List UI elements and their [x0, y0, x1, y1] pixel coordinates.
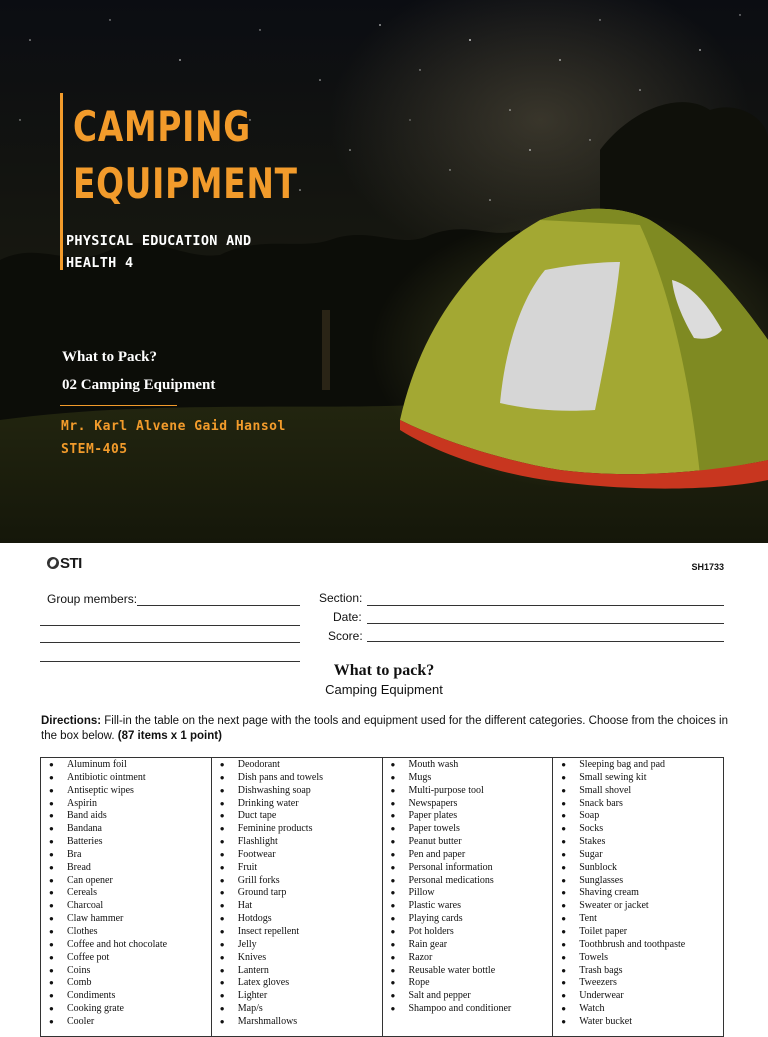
choice-item: [216, 977, 378, 990]
cover-what-to-pack: What to Pack?: [62, 349, 157, 365]
choice-item-text: Sugar: [579, 848, 603, 860]
choice-item: [557, 759, 719, 772]
bullet-icon: ●: [49, 811, 54, 821]
choice-item-text: Hat: [237, 900, 253, 912]
choice-item-text: Personal information: [408, 861, 493, 873]
choice-item: [387, 990, 549, 1003]
choice-item-text: Small sewing kit: [579, 771, 647, 783]
bullet-icon: ●: [49, 785, 54, 795]
bullet-icon: ●: [561, 926, 567, 936]
cover-module-title: 02 Camping Equipment: [62, 377, 216, 393]
sti-logo-text: STI: [60, 554, 82, 572]
choice-item: [216, 939, 378, 952]
bullet-icon: ●: [219, 965, 225, 975]
choice-item: [387, 939, 549, 952]
directions: [41, 714, 731, 744]
choice-item-text: Comb: [67, 977, 92, 989]
bullet-icon: ●: [561, 811, 567, 821]
choice-item-text: Deodorant: [237, 759, 280, 770]
choices-column: [41, 758, 212, 1036]
choice-item: [557, 952, 719, 965]
choice-item-text: Aluminum foil: [67, 759, 127, 770]
choices-column: [553, 758, 723, 1036]
choice-item: [557, 977, 719, 990]
choice-item-text: Playing cards: [408, 913, 463, 925]
choice-item-text: Fruit: [237, 861, 258, 873]
choice-item-text: Ground tarp: [237, 887, 287, 899]
choice-item: [387, 965, 549, 978]
choice-item: [45, 849, 207, 862]
choice-item-text: Plastic wares: [408, 900, 461, 912]
choice-item: [387, 875, 549, 888]
choice-item: [45, 772, 207, 785]
choice-item-text: Newspapers: [408, 797, 458, 809]
bullet-icon: ●: [49, 837, 54, 847]
bullet-icon: ●: [49, 978, 54, 988]
choice-item-text: Jelly: [237, 938, 257, 950]
section-field[interactable]: [367, 605, 724, 606]
bullet-icon: ●: [219, 1004, 225, 1014]
choice-item-text: Cereals: [67, 887, 97, 899]
section-label: Section:: [319, 591, 363, 605]
choice-item: [387, 1003, 549, 1016]
choice-item-text: Paper towels: [408, 823, 460, 835]
choice-item: [216, 772, 378, 785]
choice-item: [45, 875, 207, 888]
bullet-icon: ●: [561, 785, 567, 795]
choice-item: [216, 862, 378, 875]
choice-item: [557, 939, 719, 952]
bullet-icon: ●: [561, 888, 567, 898]
bullet-icon: ●: [390, 901, 396, 911]
bullet-icon: ●: [219, 824, 225, 834]
bullet-icon: ●: [561, 965, 567, 975]
choice-item: [216, 836, 378, 849]
choice-item: [45, 785, 207, 798]
bullet-icon: ●: [390, 991, 396, 1001]
bullet-icon: ●: [561, 875, 567, 885]
choice-item-text: Dishwashing soap: [237, 784, 311, 796]
choice-item: [45, 990, 207, 1003]
choice-item: [216, 798, 378, 811]
score-field[interactable]: [367, 641, 724, 642]
choice-item-text: Cooler: [67, 1015, 95, 1027]
choice-item-text: Can opener: [67, 874, 113, 886]
bullet-icon: ●: [49, 939, 54, 949]
group-members-field[interactable]: [40, 625, 300, 626]
document-code: SH1733: [691, 562, 724, 572]
choice-item-text: Trash bags: [579, 964, 623, 976]
bullet-icon: ●: [390, 837, 396, 847]
choice-item-text: Mugs: [408, 771, 432, 783]
choice-item-text: Bread: [67, 861, 91, 873]
choices-column: [212, 758, 383, 1036]
choice-item-text: Multi-purpose tool: [408, 784, 484, 796]
directions-points: (87 items x 1 point): [117, 730, 222, 742]
bullet-icon: ●: [561, 978, 567, 988]
choice-item: [557, 990, 719, 1003]
choice-item: [216, 1016, 378, 1029]
choice-item: [557, 965, 719, 978]
choice-item-text: Coffee pot: [67, 951, 110, 963]
bullet-icon: ●: [49, 824, 54, 834]
choice-item: [216, 785, 378, 798]
choice-item-text: Rope: [408, 977, 430, 989]
cover-title: [73, 98, 385, 212]
group-members-field[interactable]: [40, 642, 300, 643]
bullet-icon: ●: [390, 811, 396, 821]
cover-subtitle-line: HEALTH 4: [66, 255, 134, 271]
choice-item: [216, 1003, 378, 1016]
choice-item-text: Salt and pepper: [408, 990, 471, 1002]
choice-item: [557, 1016, 719, 1029]
choice-item-text: Dish pans and towels: [237, 771, 324, 783]
bullet-icon: ●: [49, 952, 54, 962]
bullet-icon: ●: [390, 965, 396, 975]
choice-item: [557, 772, 719, 785]
choice-item: [557, 926, 719, 939]
choice-item: [216, 810, 378, 823]
choice-item-text: Drinking water: [237, 797, 299, 809]
choice-item: [387, 823, 549, 836]
worksheet-title: What to pack?: [333, 662, 435, 679]
choice-item-text: Cooking grate: [67, 1003, 124, 1015]
choice-item-text: Duct tape: [237, 810, 277, 822]
choice-item-text: Bra: [67, 848, 82, 860]
choice-item: [387, 836, 549, 849]
bullet-icon: ●: [561, 939, 567, 949]
bullet-icon: ●: [390, 824, 396, 834]
choice-item-text: Lantern: [237, 964, 269, 976]
bullet-icon: ●: [49, 1004, 54, 1014]
choice-item-text: Antiseptic wipes: [67, 784, 134, 796]
bullet-icon: ●: [390, 875, 396, 885]
bullet-icon: ●: [561, 1004, 567, 1014]
choice-item: [557, 798, 719, 811]
choice-item-text: Water bucket: [579, 1015, 633, 1027]
choice-item-text: Footwear: [237, 848, 276, 860]
choices-column: [383, 758, 554, 1036]
cover-subtitle: [66, 230, 366, 274]
choice-item-text: Paper plates: [408, 810, 458, 822]
bullet-icon: ●: [49, 875, 54, 885]
bullet-icon: ●: [219, 772, 225, 782]
choice-item: [45, 1003, 207, 1016]
bullet-icon: ●: [561, 862, 567, 872]
choice-item: [387, 798, 549, 811]
choice-item: [45, 798, 207, 811]
bullet-icon: ●: [219, 901, 225, 911]
choice-item: [387, 977, 549, 990]
cover-title-line: CAMPING: [73, 102, 251, 151]
accent-bar: [60, 93, 63, 270]
choice-item-text: Flashlight: [237, 836, 278, 848]
sti-logo: [47, 555, 82, 571]
choice-item: [45, 977, 207, 990]
choice-item: [45, 926, 207, 939]
bullet-icon: ●: [49, 901, 54, 911]
choice-item: [216, 965, 378, 978]
choices-box: [40, 757, 724, 1037]
choice-item-text: Grill forks: [237, 874, 280, 886]
bullet-icon: ●: [561, 901, 567, 911]
choice-item-text: Coins: [67, 964, 91, 976]
choice-item: [216, 990, 378, 1003]
bullet-icon: ●: [219, 862, 225, 872]
bullet-icon: ●: [390, 849, 396, 859]
choice-item-text: Bandana: [67, 823, 102, 835]
choice-item: [557, 785, 719, 798]
bullet-icon: ●: [219, 785, 225, 795]
bullet-icon: ●: [561, 1016, 567, 1026]
bullet-icon: ●: [49, 798, 54, 808]
choice-item: [387, 913, 549, 926]
choice-item: [45, 887, 207, 900]
choice-item-text: Knives: [237, 951, 267, 963]
choice-item-text: Pen and paper: [408, 848, 466, 860]
directions-label: Directions:: [41, 715, 102, 727]
bullet-icon: ●: [390, 888, 396, 898]
choice-item: [45, 913, 207, 926]
choice-item-text: Sweater or jacket: [579, 900, 649, 912]
choice-item-text: Antibiotic ointment: [67, 771, 146, 783]
worksheet-page: [0, 543, 768, 1027]
choice-item-text: Pot holders: [408, 925, 454, 937]
choice-item-text: Rain gear: [408, 938, 448, 950]
choice-item: [557, 1003, 719, 1016]
choice-item-text: Stakes: [579, 836, 606, 848]
choice-item: [557, 810, 719, 823]
choice-item: [387, 900, 549, 913]
bullet-icon: ●: [49, 991, 54, 1001]
choice-item: [216, 900, 378, 913]
bullet-icon: ●: [390, 952, 396, 962]
choice-item: [387, 810, 549, 823]
bullet-icon: ●: [390, 939, 396, 949]
choice-item: [45, 823, 207, 836]
choice-item-text: Aspirin: [67, 797, 97, 809]
bullet-icon: ●: [390, 926, 396, 936]
choice-item-text: Charcoal: [67, 900, 104, 912]
bullet-icon: ●: [390, 772, 396, 782]
cover-subtitle-line: PHYSICAL EDUCATION AND: [66, 233, 252, 249]
choice-item: [387, 862, 549, 875]
bullet-icon: ●: [49, 914, 54, 924]
choice-item-text: Snack bars: [579, 797, 623, 809]
choice-item: [45, 759, 207, 772]
choice-item-text: Tweezers: [579, 977, 617, 989]
choice-item-text: Clothes: [67, 925, 98, 937]
choice-item-text: Small shovel: [579, 784, 632, 796]
choice-item-text: Pillow: [408, 887, 435, 899]
choice-item-text: Insect repellent: [237, 925, 300, 937]
bullet-icon: ●: [390, 798, 396, 808]
bullet-icon: ●: [390, 914, 396, 924]
cover-divider: [60, 405, 177, 406]
bullet-icon: ●: [49, 849, 54, 859]
choice-item-text: Sunglasses: [579, 874, 624, 886]
bullet-icon: ●: [561, 772, 567, 782]
bullet-icon: ●: [219, 849, 225, 859]
choice-item: [45, 862, 207, 875]
choice-item-text: Razor: [408, 951, 433, 963]
choice-item-text: Peanut butter: [408, 836, 462, 848]
choice-item-text: Marshmallows: [237, 1015, 298, 1027]
bullet-icon: ●: [219, 978, 225, 988]
choice-item: [45, 965, 207, 978]
bullet-icon: ●: [390, 1004, 396, 1014]
choice-item: [387, 849, 549, 862]
choice-item-text: Hotdogs: [237, 913, 272, 925]
choice-item-text: Underwear: [579, 990, 624, 1002]
score-label: Score:: [328, 629, 363, 643]
choice-item: [387, 887, 549, 900]
bullet-icon: ●: [561, 760, 567, 769]
choice-item: [557, 913, 719, 926]
bullet-icon: ●: [49, 760, 54, 769]
choice-item: [557, 836, 719, 849]
bullet-icon: ●: [390, 978, 396, 988]
bullet-icon: ●: [49, 1016, 54, 1026]
choice-item-text: Mouth wash: [408, 759, 459, 770]
bullet-icon: ●: [219, 952, 225, 962]
bullet-icon: ●: [390, 862, 396, 872]
directions-text: Fill-in the table on the next page with the tools and equipment used for the different categories. Choose from the choices in the box below.: [41, 715, 728, 742]
bullet-icon: ●: [49, 862, 54, 872]
choice-item-text: Claw hammer: [67, 913, 124, 925]
choice-item: [557, 887, 719, 900]
bullet-icon: ●: [219, 1016, 225, 1026]
choice-item-text: Tent: [579, 913, 597, 925]
choice-item-text: Feminine products: [237, 823, 313, 835]
bullet-icon: ●: [561, 991, 567, 1001]
choice-item-text: Watch: [579, 1003, 605, 1015]
choice-item-text: Band aids: [67, 810, 107, 822]
bullet-icon: ●: [390, 785, 396, 795]
choice-item: [557, 849, 719, 862]
group-members-label: Group members:: [47, 592, 138, 606]
worksheet-subtitle: Camping Equipment: [325, 682, 443, 697]
choice-item-text: Shampoo and conditioner: [408, 1003, 512, 1015]
bullet-icon: ●: [219, 875, 225, 885]
choice-item: [387, 772, 549, 785]
bullet-icon: ●: [561, 849, 567, 859]
choice-item: [387, 759, 549, 772]
bullet-icon: ●: [219, 991, 225, 1001]
choice-item: [45, 836, 207, 849]
choice-item: [216, 913, 378, 926]
bullet-icon: ●: [219, 914, 225, 924]
choice-item-text: Toothbrush and toothpaste: [579, 938, 686, 950]
choice-item: [387, 926, 549, 939]
choice-item-text: Map/s: [237, 1003, 263, 1015]
date-field[interactable]: [367, 623, 724, 624]
choice-item: [45, 900, 207, 913]
choice-item: [216, 849, 378, 862]
choice-item: [216, 823, 378, 836]
choice-item: [216, 887, 378, 900]
choice-item-text: Latex gloves: [237, 977, 290, 989]
bullet-icon: ●: [561, 914, 567, 924]
choice-item-text: Lighter: [237, 990, 268, 1002]
sti-logo-icon: [47, 557, 59, 569]
choice-item: [45, 810, 207, 823]
cover-class: STEM-405: [61, 442, 128, 457]
bullet-icon: ●: [219, 798, 225, 808]
choice-item-text: Batteries: [67, 836, 103, 848]
choice-item-text: Coffee and hot chocolate: [67, 938, 168, 950]
choice-item: [557, 875, 719, 888]
cover-title-line: EQUIPMENT: [73, 159, 298, 208]
choice-item: [45, 939, 207, 952]
choice-item-text: Reusable water bottle: [408, 964, 496, 976]
bullet-icon: ●: [49, 888, 54, 898]
choice-item: [387, 952, 549, 965]
choice-item: [557, 862, 719, 875]
bullet-icon: ●: [561, 798, 567, 808]
choice-item: [216, 926, 378, 939]
bullet-icon: ●: [49, 926, 54, 936]
choice-item: [216, 952, 378, 965]
choice-item: [216, 875, 378, 888]
bullet-icon: ●: [561, 952, 567, 962]
bullet-icon: ●: [561, 824, 567, 834]
bullet-icon: ●: [561, 837, 567, 847]
choice-item: [387, 785, 549, 798]
bullet-icon: ●: [219, 926, 225, 936]
bullet-icon: ●: [219, 837, 225, 847]
bullet-icon: ●: [219, 811, 225, 821]
bullet-icon: ●: [219, 939, 225, 949]
bullet-icon: ●: [219, 760, 225, 769]
choice-item-text: Soap: [579, 810, 600, 822]
bullet-icon: ●: [49, 772, 54, 782]
cover-author: Mr. Karl Alvene Gaid Hansol: [61, 419, 286, 434]
bullet-icon: ●: [390, 760, 396, 769]
date-label: Date:: [333, 610, 362, 624]
choice-item: [45, 1016, 207, 1029]
choice-item-text: Personal medications: [408, 874, 494, 886]
choice-item-text: Sunblock: [579, 861, 618, 873]
choice-item: [557, 900, 719, 913]
group-members-field[interactable]: [137, 605, 300, 606]
choice-item: [216, 759, 378, 772]
choice-item: [45, 952, 207, 965]
choice-item-text: Towels: [579, 951, 608, 963]
choice-item: [557, 823, 719, 836]
choice-item-text: Shaving cream: [579, 887, 639, 899]
choice-item-text: Toilet paper: [579, 925, 628, 937]
bullet-icon: ●: [219, 888, 225, 898]
choice-item-text: Sleeping bag and pad: [579, 759, 666, 770]
choice-item-text: Socks: [579, 823, 604, 835]
choice-item-text: Condiments: [67, 990, 116, 1002]
bullet-icon: ●: [49, 965, 54, 975]
